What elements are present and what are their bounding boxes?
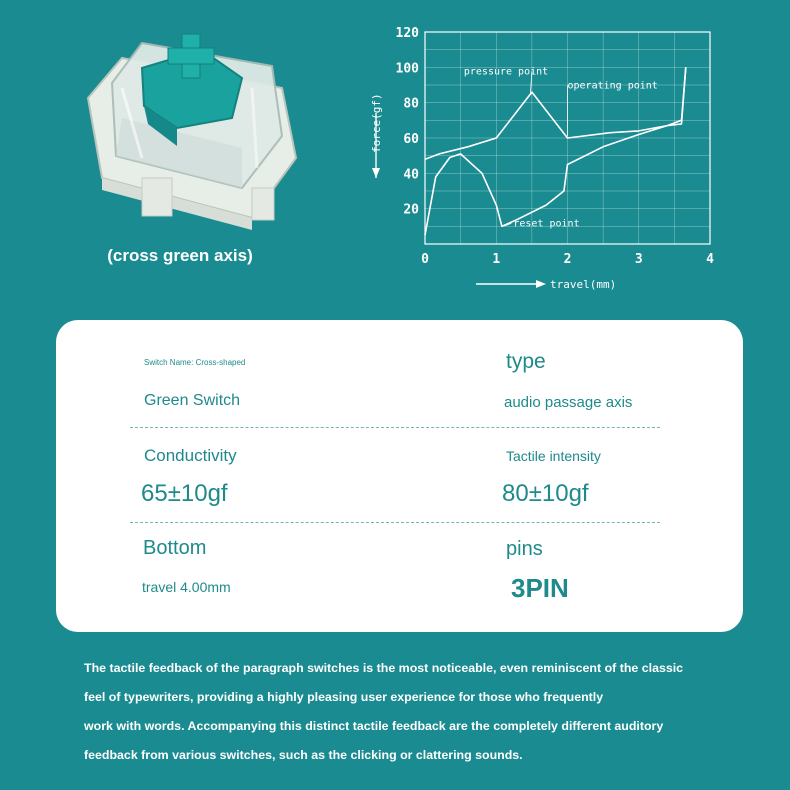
y-tick-label: 40 <box>403 167 419 183</box>
description-line-4: feedback from various switches, such as the clicking or clattering sounds. <box>84 748 523 762</box>
annotation-label: pressure point <box>463 66 549 78</box>
spec-card <box>56 320 743 632</box>
y-tick-label: 80 <box>403 96 419 112</box>
description-line-1: The tactile feedback of the paragraph switches is the most noticeable, even reminiscent of the classic <box>84 661 684 675</box>
x-tick-label: 4 <box>706 252 714 267</box>
pins-value: 3PIN <box>511 573 569 603</box>
y-axis-title: force(gf) <box>370 93 383 153</box>
chart-ticks <box>396 26 715 267</box>
y-tick-label: 60 <box>403 132 419 147</box>
bottom-travel-value: travel 4.00mm <box>142 579 231 595</box>
description-line-2: feel of typewriters, providing a highly pleasing user experience for those who frequently <box>84 690 604 704</box>
x-axis-arrow-head <box>536 280 546 288</box>
annotation-label: operating point <box>567 80 658 92</box>
divider-1 <box>130 427 660 428</box>
description-line-3: work with words. Accompanying this distinct tactile feedback are the completely different auditory <box>84 719 664 733</box>
y-tick-label: 100 <box>395 61 419 77</box>
y-tick-label: 20 <box>403 202 419 218</box>
description-paragraph <box>84 654 704 770</box>
chart-series <box>425 67 686 235</box>
tactile-intensity-label: Tactile intensity <box>506 448 601 464</box>
switch-name-label: Switch Name: Cross-shaped <box>144 358 246 367</box>
x-tick-label: 2 <box>563 252 572 267</box>
type-label: type <box>506 350 546 373</box>
divider-2 <box>130 522 660 523</box>
force-curve-2 <box>425 67 686 235</box>
x-axis-title: travel(mm) <box>550 278 617 291</box>
pins-label: pins <box>506 538 543 560</box>
conductivity-value: 65±10gf <box>141 480 228 507</box>
y-axis-arrow-head <box>372 168 380 178</box>
tactile-intensity-value: 80±10gf <box>502 480 589 507</box>
mechanical-switch-icon <box>82 28 304 233</box>
x-tick-label: 0 <box>421 252 429 267</box>
type-value: audio passage axis <box>504 394 633 411</box>
annotation-label: reset point <box>513 218 580 230</box>
force-travel-chart <box>356 18 736 298</box>
y-tick-label: 120 <box>395 26 419 41</box>
switch-caption: (cross green axis) <box>107 246 253 265</box>
bottom-label: Bottom <box>143 537 207 559</box>
x-tick-label: 3 <box>634 252 643 267</box>
switch-name-value: Green Switch <box>144 392 241 409</box>
x-tick-label: 1 <box>492 252 501 267</box>
conductivity-label: Conductivity <box>144 446 237 465</box>
chart-annotations <box>464 66 658 229</box>
